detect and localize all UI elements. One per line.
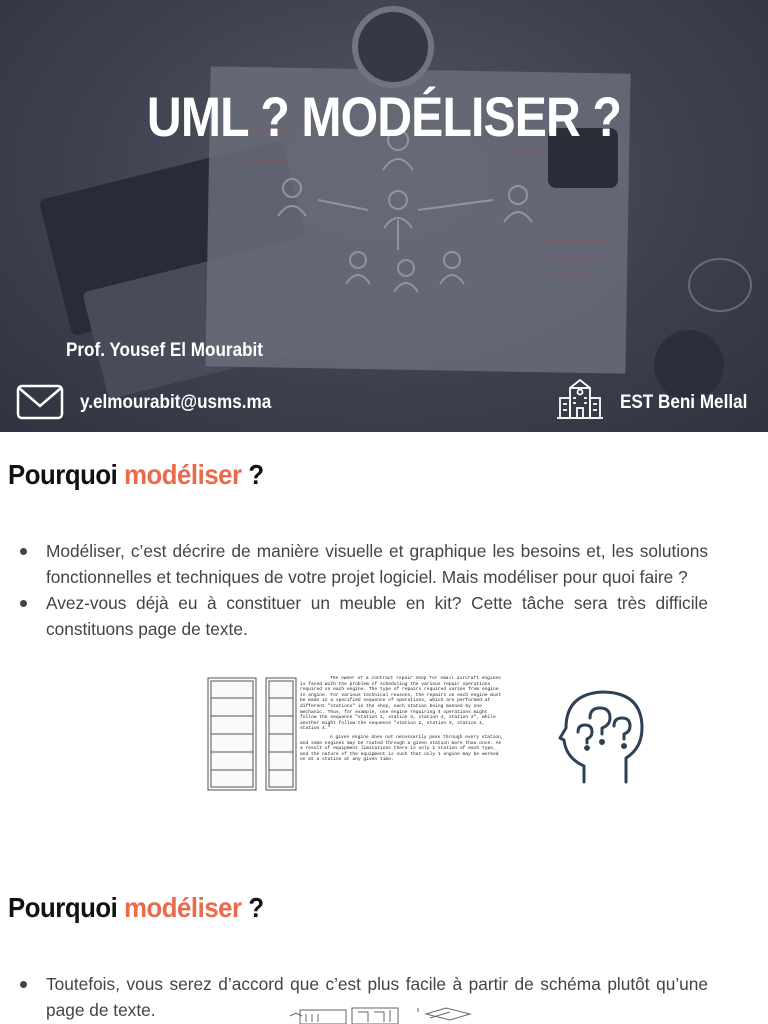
- school-name: EST Beni Mellal: [620, 392, 748, 413]
- author-name: Prof. Yousef El Mourabit: [66, 340, 263, 361]
- page-title: UML ? MODÉLISER ?: [146, 85, 622, 148]
- list-item: Toutefois, vous serez d’accord que c’est plus facile à partir de schéma plutôt qu’une page de texte.: [18, 971, 708, 1023]
- email-link[interactable]: y.elmourabit@usms.ma: [80, 392, 272, 413]
- title-prefix: Pourquoi: [8, 459, 118, 490]
- list-item: Modéliser, c’est décrire de manière visuelle et graphique les besoins et, les solutions fonctionnelles et techniques de votre projet logiciel. Mais modéliser pour quoi faire ?: [18, 538, 708, 590]
- school-building-icon: [556, 374, 604, 422]
- title-prefix: Pourquoi: [8, 892, 118, 923]
- title-accent: modéliser: [124, 459, 242, 490]
- slide1-title: [8, 459, 264, 491]
- title-accent: modéliser: [124, 892, 242, 923]
- title-banner: [0, 0, 768, 432]
- list-item: Avez-vous déjà eu à constituer un meuble en kit? Cette tâche sera très difficile constituons page de texte.: [18, 590, 708, 642]
- document-paragraph: A given engine does not necessarily pass through every station, and some engines may be routed through a given station more than once. As a result of equipment limitations there is only 1 station of each type, and the nature of the equipment is such that only 1 engine may be worked on at a station at any given time.: [300, 734, 504, 763]
- text-document-image: [300, 676, 504, 792]
- assembly-diagram-image: [286, 1004, 476, 1024]
- title-suffix: ?: [248, 892, 264, 923]
- hero-overlay: [0, 0, 768, 432]
- document-paragraph: The owner of a contract repair shop for small aircraft engines is faced with the problem of scheduling the various repair operations required on each engine. The type of repairs required varies from engine to engine. For various technical reasons, the repairs on each engine must be made in a specified sequence of operations, which are performed at different "stations" in the shop, each station being manned by one mechanic. Thus, for example, one engine requiring 4 operations might follow the sequence "station 1, station 3, station 4, station 2", while another might follow the sequence "station 2, station 3, station 1, station 4.": [300, 676, 502, 732]
- slide2-title: [8, 892, 264, 924]
- slide1-bullet-list: [18, 538, 708, 642]
- thinking-head-icon: [556, 688, 646, 784]
- bookshelf-icon: [206, 676, 298, 792]
- mail-icon: [16, 384, 64, 420]
- title-suffix: ?: [248, 459, 264, 490]
